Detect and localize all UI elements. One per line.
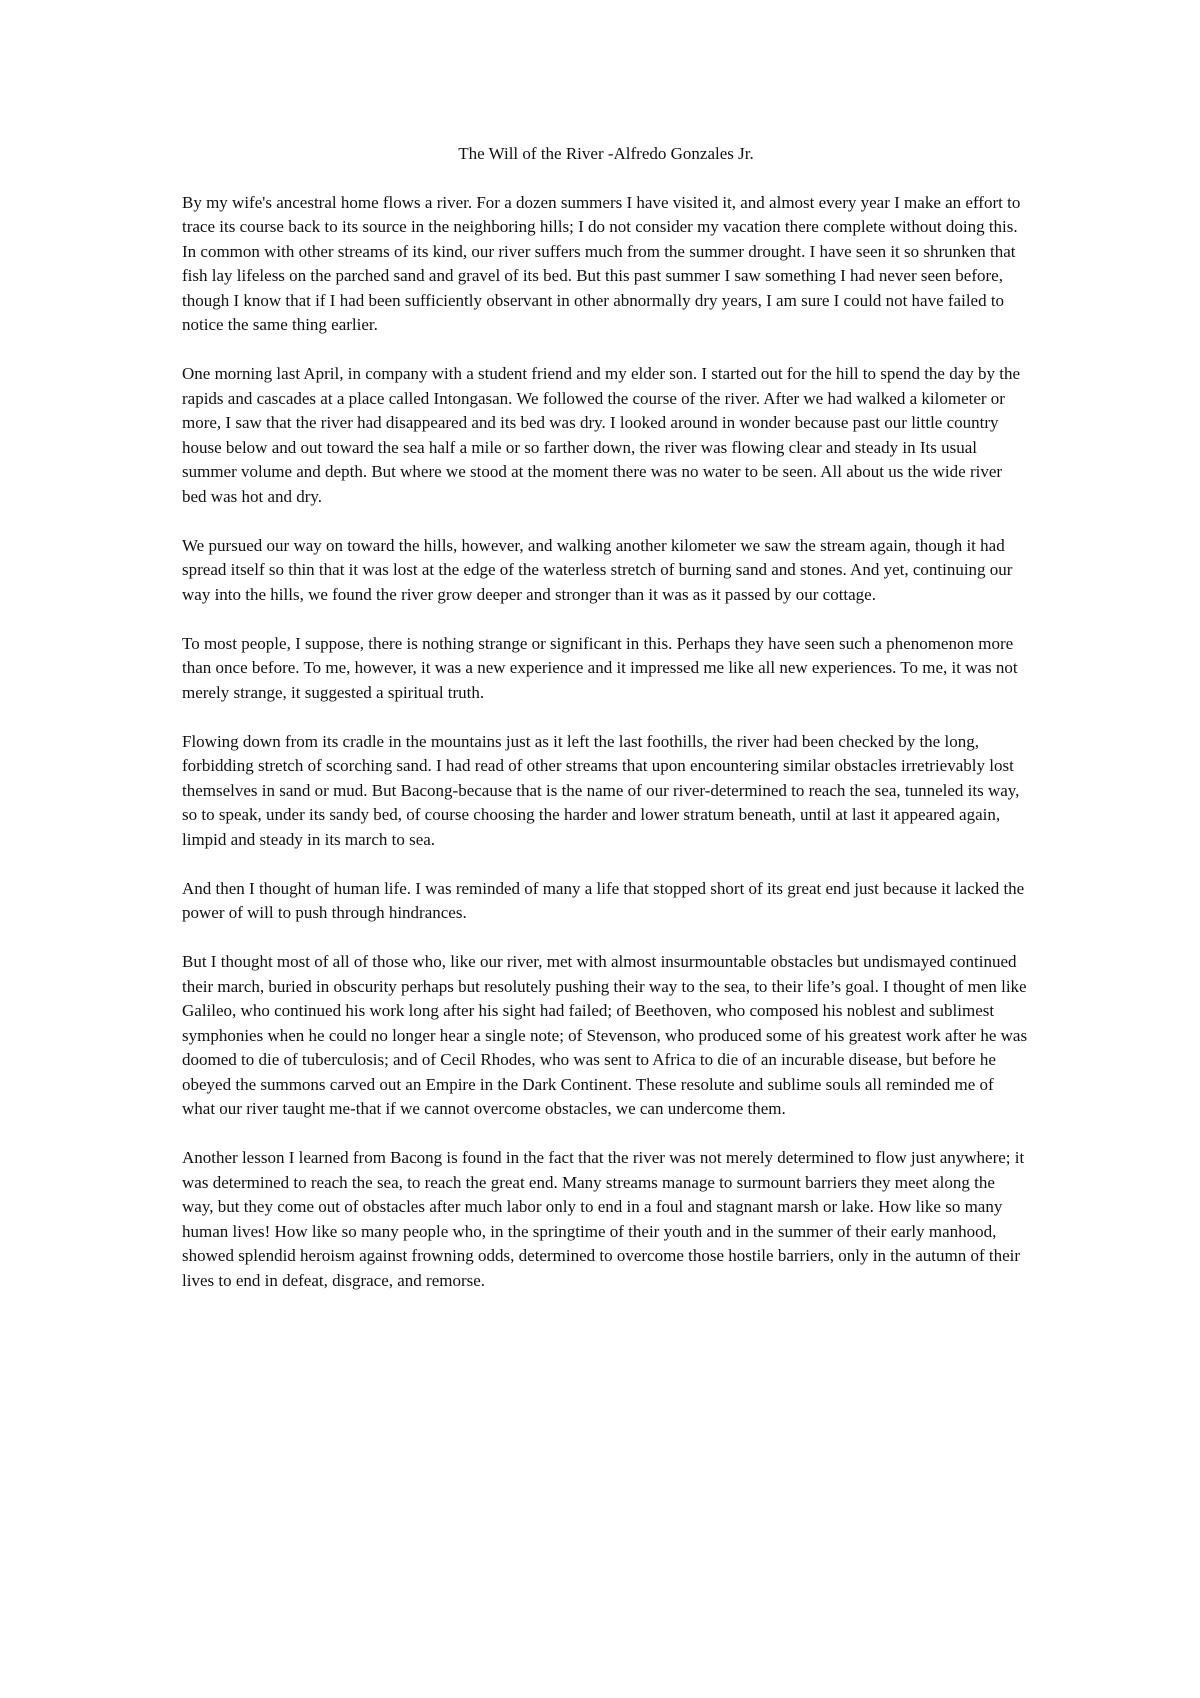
paragraph-4: To most people, I suppose, there is nothing strange or significant in this. Perhaps they have seen such a phenomenon more than once before. To me, however, it was a new experience and it impressed me like all new experiences. To me, it was not merely strange, it suggested a spiritual truth. bbox=[182, 633, 1018, 702]
paragraph-5: Flowing down from its cradle in the mountains just as it left the last foothills, the river had been checked by the long, forbidding stretch of scorching sand. I had read of other streams that upon encountering similar obstacles irretrievably lost themselves in sand or mud. But Bacong-because that is the name of our river-determined to reach the sea, tunneled its way, so to speak, under its sandy bed, of course choosing the harder and lower stratum beneath, until at last it appeared again, limpid and steady in its march to sea. bbox=[182, 731, 1020, 849]
paragraph-1: By my wife's ancestral home flows a river. For a dozen summers I have visited it, and almost every year I make an effort to trace its course back to its source in the neighboring hills; I do not consider my vacation there complete without doing this. In common with other streams of its kind, our river suffers much from the summer drought. I have seen it so shrunken that fish lay lifeless on the parched sand and gravel of its bed. But this past summer I saw something I had never seen before, though I know that if I had been sufficiently observant in other abnormally dry years, I am sure I could not have failed to notice the same thing earlier. bbox=[182, 192, 1021, 334]
paragraph-8: Another lesson I learned from Bacong is found in the fact that the river was not merely determined to flow just anywhere; it was determined to reach the sea, to reach the great end. Many streams manage to surmount barriers they meet along the way, but they come out of obstacles after much labor only to end in a foul and stagnant marsh or lake. How like so many human lives! How like so many people who, in the springtime of their youth and in the summer of their early manhood, showed splendid heroism against frowning odds, determined to overcome those hostile barriers, only in the autumn of their lives to end in defeat, disgrace, and remorse. bbox=[182, 1148, 1025, 1290]
document-title: The Will of the River -Alfredo Gonzales Jr. bbox=[458, 144, 754, 163]
paragraph-3: We pursued our way on toward the hills, however, and walking another kilometer we saw the stream again, though it had spread itself so thin that it was lost at the edge of the waterless stretch of burning sand and stones. And yet, continuing our way into the hills, we found the river grow deeper and stronger than it was as it passed by our cottage. bbox=[182, 535, 1013, 604]
paragraph-2: One morning last April, in company with a student friend and my elder son. I started out for the hill to spend the day by the rapids and cascades at a place called Intongasan. We followed the course of the river. After we had walked a kilometer or more, I saw that the river had disappeared and its bed was dry. I looked around in wonder because past our little country house below and out toward the sea half a mile or so farther down, the river was flowing clear and steady in Its usual summer volume and depth. But where we stood at the moment there was no water to be seen. All about us the wide river bed was hot and dry. bbox=[182, 364, 1021, 506]
paragraph-6: And then I thought of human life. I was reminded of many a life that stopped short of its great end just because it lacked the power of will to push through hindrances. bbox=[182, 878, 1025, 922]
document-page bbox=[182, 142, 1030, 1318]
paragraph-7: But I thought most of all of those who, like our river, met with almost insurmountable obstacles but undismayed continued their march, buried in obscurity perhaps but resolutely pushing their way to the sea, to their life’s goal. I thought of men like Galileo, who continued his work long after his sight had failed; of Beethoven, who composed his noblest and sublimest symphonies when he could no longer hear a single note; of Stevenson, who produced some of his greatest work after he was doomed to die of tuberculosis; and of Cecil Rhodes, who was sent to Africa to die of an incurable disease, but before he obeyed the summons carved out an Empire in the Dark Continent. These resolute and sublime souls all reminded me of what our river taught me-that if we cannot overcome obstacles, we can undercome them. bbox=[182, 952, 1028, 1118]
